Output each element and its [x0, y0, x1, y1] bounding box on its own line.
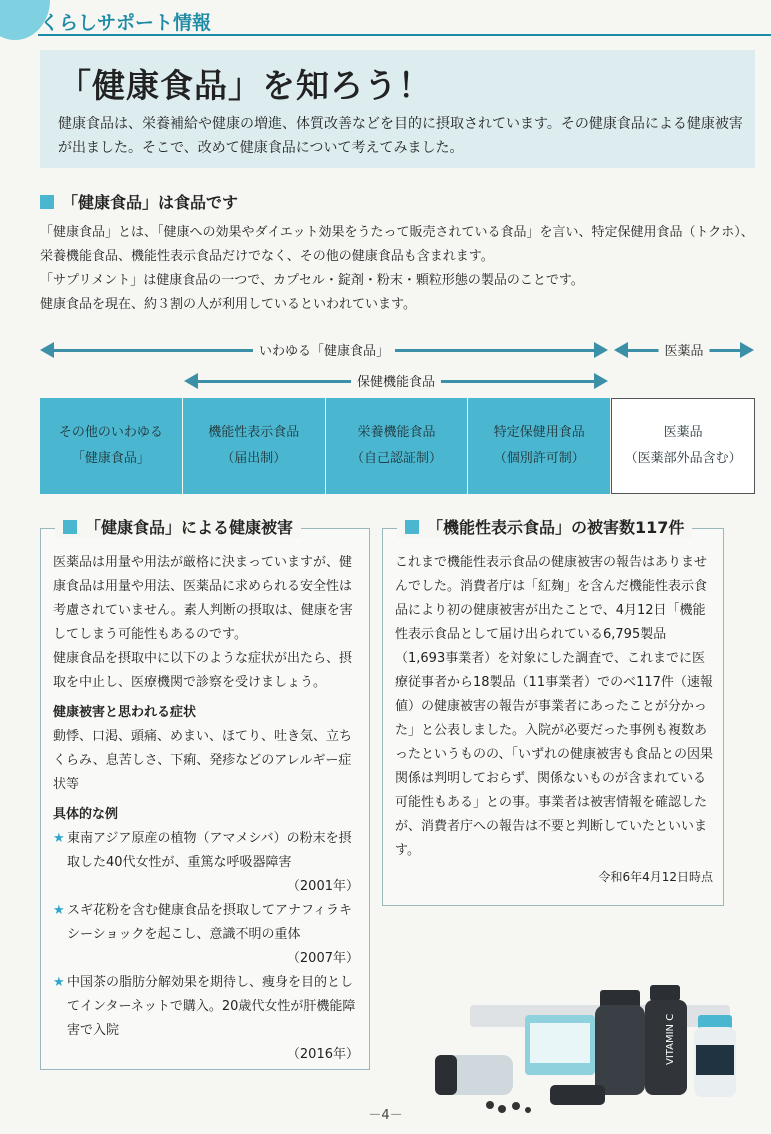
page-header — [0, 0, 771, 40]
example-item — [53, 899, 359, 947]
example-text: スギ花粉を含む健康食品を摂取してアナフィラキシーショックを起こし、意識不明の重体 — [67, 903, 352, 942]
paragraph: 「健康食品」とは、「健康への効果やダイエット効果をうたって販売されている食品」を言い、特定保健用食品（トクホ）、栄養機能食品、機能性表示食品だけでなく、その他の健康食品も含まれます。 — [40, 225, 754, 264]
arrow-label: いわゆる「健康食品」 — [253, 340, 395, 359]
category-cell — [40, 398, 183, 494]
example-year: （2007年） — [286, 951, 359, 966]
category-cell-medicine — [611, 398, 755, 494]
category-note: （届出制） — [221, 451, 287, 466]
arrow-label: 医薬品 — [658, 340, 709, 359]
category-note: 「健康食品」 — [71, 451, 150, 466]
square-bullet-icon — [63, 520, 77, 534]
page-title: 「健康食品」を知ろう！ — [58, 66, 432, 105]
functional-food-damage-box — [382, 518, 724, 906]
box-heading — [397, 515, 692, 538]
arrow-drug — [614, 342, 754, 358]
supplement-bottles-icon — [430, 945, 750, 1115]
page-number: －4－ — [368, 1108, 403, 1123]
example-item — [53, 971, 359, 1043]
body-text: これまで機能性表示食品の健康被害の報告はありませんでした。消費者庁は「紅麹」を含んだ機能性表示食品により初の健康被害が出たことで、4月12日「機能性表示食品として届け出られている6,795製品（1,693事業者）を対象にした調査で、これまでに医療従事者から18製品（11事業者）でのべ117件（速報値）の健康被害の報告が事業者にあったことが分かった」と公表しました。入院が必要だった事例も複数あったというものの、「いずれの健康被害も食品との因果関係は判明しておらず、関係ないものが含まれている可能性もある」との事。事業者は被害情報を確認したが、消費者庁への報告は不要と判断していたといいます。 — [395, 555, 713, 858]
category-name: 栄養機能食品 — [357, 425, 436, 440]
star-bullet-icon: ★ — [53, 975, 65, 990]
symptoms-text: 動悸、口渇、頭痛、めまい、ほてり、吐き気、立ちくらみ、息苦しさ、下痢、発疹などのアレルギー症状等 — [53, 729, 353, 792]
category-note: （医薬部外品含む） — [624, 451, 742, 466]
as-of-date: 令和6年4月12日時点 — [598, 870, 713, 884]
arrow-iwayuru — [40, 342, 608, 358]
box-heading-text: 「健康食品」による健康被害 — [85, 518, 294, 537]
intro-text: 医薬品は用量や用法が厳格に決まっていますが、健康食品は用量や用法、医薬品に求められる安全性は考慮されていません。素人判断の摂取は、健康を害してしまう可能性もあるのです。 — [53, 555, 353, 642]
section-heading-text: 「健康食品」は食品です — [62, 193, 239, 212]
category-name: 特定保健用食品 — [493, 425, 585, 440]
category-name: 機能性表示食品 — [208, 425, 300, 440]
arrow-right-head-icon — [740, 342, 754, 358]
section-body — [40, 221, 760, 317]
example-item — [53, 827, 359, 875]
paragraph: 健康食品を現在、約３割の人が利用しているといわれています。 — [40, 297, 416, 312]
star-bullet-icon: ★ — [53, 831, 65, 846]
square-bullet-icon — [40, 195, 54, 209]
arrow-hoken — [184, 373, 608, 389]
category-note: （個別許可制） — [493, 451, 585, 466]
arrow-right-head-icon — [594, 373, 608, 389]
box-body — [53, 551, 359, 1067]
lead-text: 健康食品は、栄養補給や健康の増進、体質改善などを目的に摂取されています。その健康食品による健康被害が出ました。そこで、改めて健康食品について考えてみました。 — [58, 116, 743, 156]
category-name: その他のいわゆる — [58, 425, 163, 440]
example-text: 東南アジア原産の植物（アマメシバ）の粉末を摂取した40代女性が、重篤な呼吸器障害 — [67, 831, 352, 870]
arrow-label: 保健機能食品 — [351, 371, 441, 390]
section-health-food-is-food — [40, 190, 760, 317]
advice-text: 健康食品を摂取中に以下のような症状が出たら、摂取を中止し、医療機関で診察を受けましょう。 — [53, 651, 353, 690]
section-category-title: くらしサポート情報 — [40, 12, 212, 34]
category-table — [40, 398, 755, 494]
star-bullet-icon: ★ — [53, 903, 65, 918]
title-banner — [40, 50, 755, 168]
example-text: 中国茶の脂肪分解効果を期待し、痩身を目的としてインターネットで購入。20歳代女性が肝機能障害で入院 — [67, 975, 356, 1038]
box-body — [395, 551, 713, 889]
square-bullet-icon — [405, 520, 419, 534]
category-name: 医薬品 — [663, 425, 703, 440]
paragraph: 「サプリメント」は健康食品の一つで、カプセル・錠剤・粉末・顆粒形態の製品のことです。 — [40, 273, 584, 288]
category-cell — [183, 398, 326, 494]
example-year: （2016年） — [286, 1047, 359, 1062]
example-year: （2001年） — [286, 879, 359, 894]
box-heading-text: 「機能性表示食品」の被害数117件 — [427, 518, 685, 537]
symptoms-heading: 健康被害と思われる症状 — [53, 705, 197, 720]
header-rule — [38, 34, 771, 36]
supplement-bottles-illustration — [430, 945, 750, 1115]
box-heading — [55, 515, 301, 538]
section-heading — [40, 190, 760, 213]
category-note: （自己認証制） — [350, 451, 442, 466]
bottle-label: VITAMIN C — [665, 1013, 676, 1065]
category-cell — [326, 398, 469, 494]
health-damage-box — [40, 518, 370, 1070]
category-cell — [468, 398, 611, 494]
examples-heading: 具体的な例 — [53, 807, 119, 822]
arrow-right-head-icon — [594, 342, 608, 358]
